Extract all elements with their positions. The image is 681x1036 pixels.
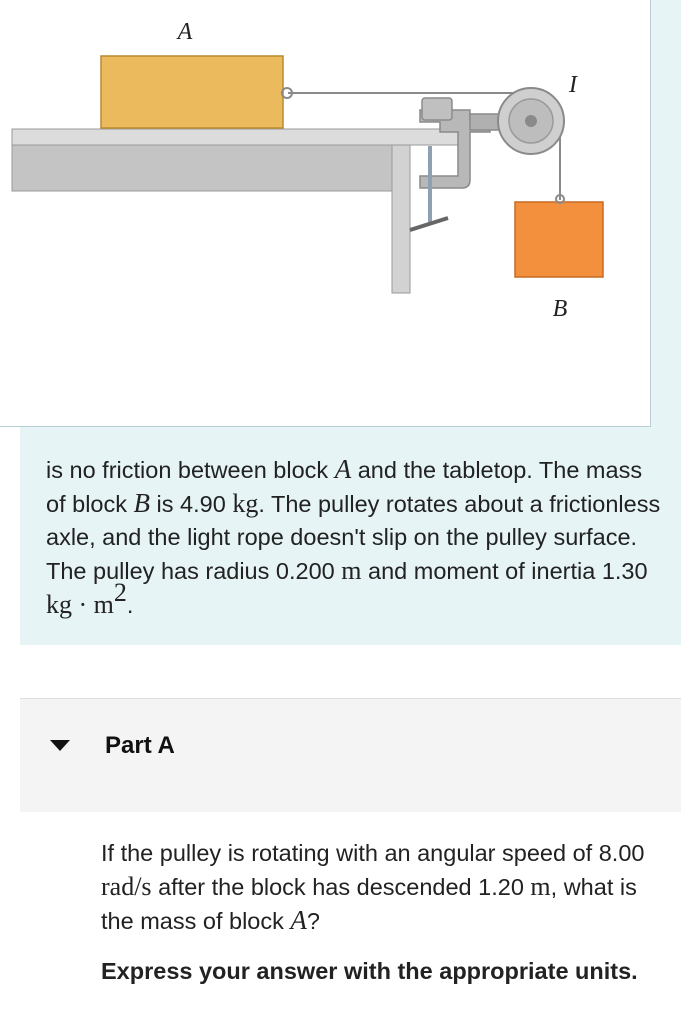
table-leg	[392, 145, 410, 293]
part-a-header[interactable]	[20, 699, 681, 812]
part-title: Part A	[105, 732, 175, 759]
label-pulley-inertia: I	[569, 72, 577, 98]
block-b	[515, 202, 603, 277]
var-block-b: B	[133, 488, 151, 518]
unit-m: m	[341, 556, 362, 585]
answer-instruction: Express your answer with the appropriate units.	[101, 958, 638, 984]
figure-panel	[0, 0, 651, 427]
unit-m: m	[530, 872, 551, 901]
unit-exponent: 2	[113, 578, 127, 607]
unit-rad-per-s: rad/s	[101, 872, 152, 901]
block-a	[101, 56, 283, 128]
clamp-top	[422, 98, 452, 120]
table-top	[12, 129, 460, 145]
problem-statement	[20, 427, 681, 645]
unit-kg-m2: kg · m	[46, 590, 114, 619]
pulley-axle	[525, 115, 537, 127]
unit-kg: kg	[232, 489, 259, 518]
question-text: If the pulley is rotating with an angular speed of 8.00 rad/s after the block has descended 1.20 m, what is the mass of block A?	[101, 840, 645, 935]
pulley-diagram	[0, 0, 650, 426]
caret-down-icon[interactable]	[50, 740, 70, 751]
var-block-a: A	[334, 454, 352, 484]
table-front	[12, 145, 392, 191]
problem-text: is no friction between block A and the tabletop. The mass of block B is 4.90 kg. The pulley rotates about a frictionless axle, and the light rope doesn't slip on the pulley surface. The pulley has radius 0.200 m and moment of inertia 1.30 kg · $m^2$.	[46, 454, 661, 619]
label-block-a: A	[177, 19, 193, 45]
var-block-a: A	[290, 905, 307, 935]
label-block-b: B	[552, 296, 568, 322]
